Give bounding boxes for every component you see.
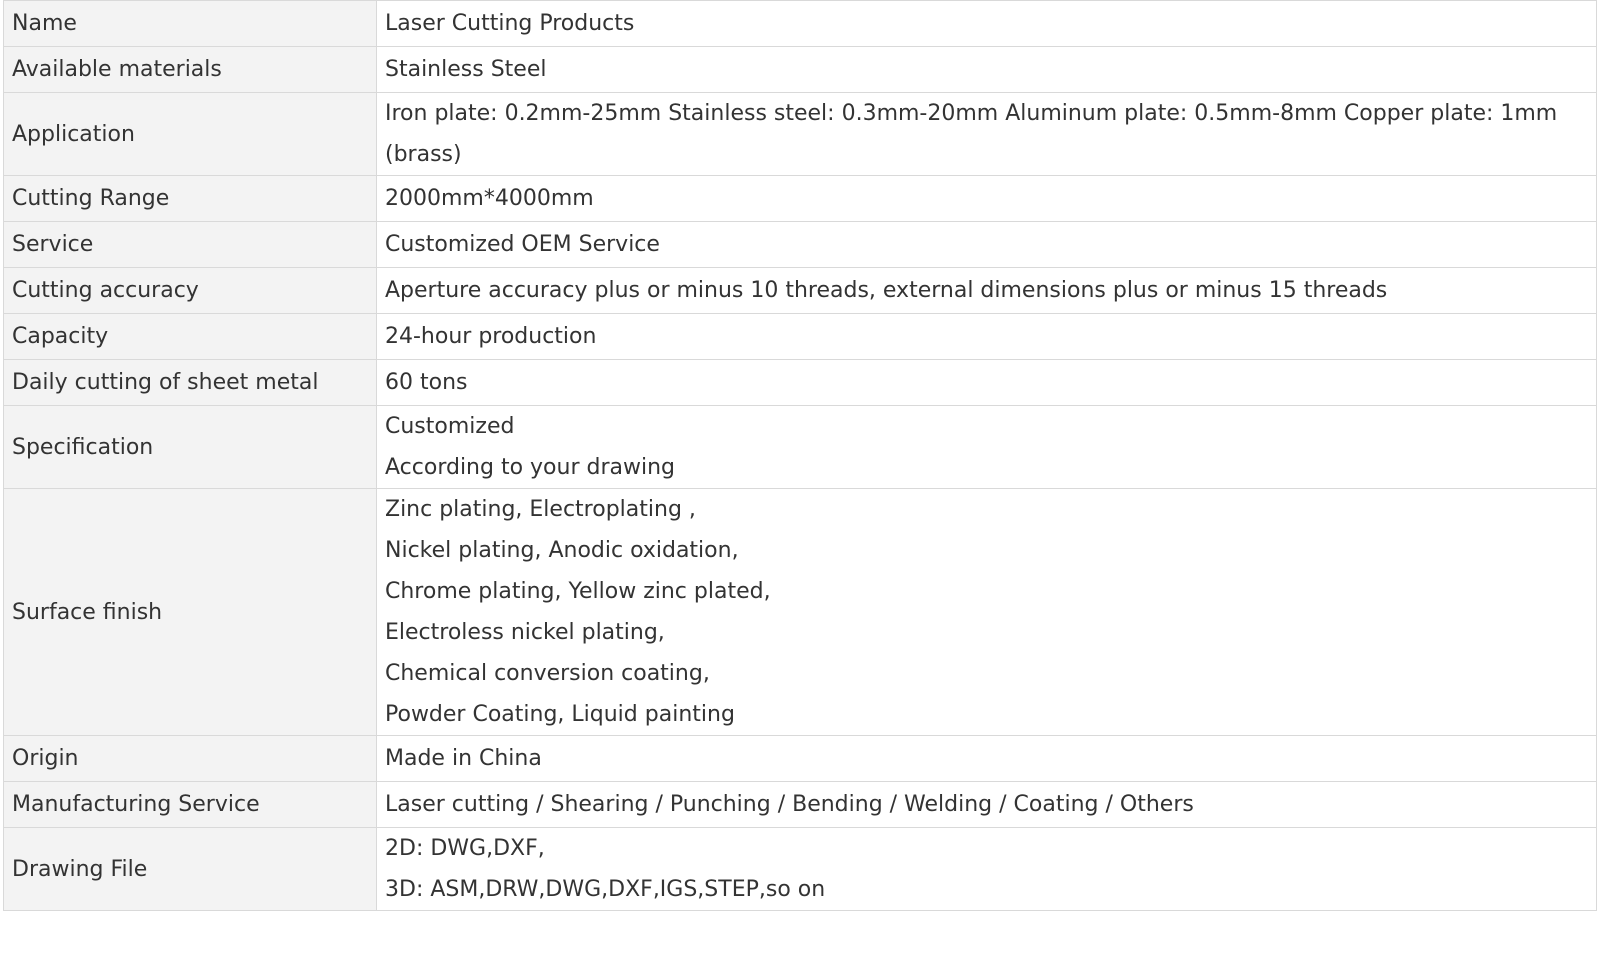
value-line: Chrome plating, Yellow zinc plated, — [385, 579, 771, 604]
row-value-service — [377, 222, 1597, 268]
value-line: Zinc plating, Electroplating , — [385, 497, 696, 522]
table-row — [4, 828, 1597, 911]
value-line: Laser cutting / Shearing / Punching / Bending / Welding / Coating / Others — [385, 792, 1194, 817]
row-label-capacity: Capacity — [4, 314, 377, 360]
row-label-cutting-range: Cutting Range — [4, 176, 377, 222]
table-row — [4, 47, 1597, 93]
value-line: Chemical conversion coating, — [385, 661, 710, 686]
value-line: Laser Cutting Products — [385, 11, 635, 36]
row-label-origin: Origin — [4, 736, 377, 782]
row-value-manufacturing-service — [377, 782, 1597, 828]
row-label-cutting-accuracy: Cutting accuracy — [4, 268, 377, 314]
table-row — [4, 268, 1597, 314]
row-label-service: Service — [4, 222, 377, 268]
row-value-name — [377, 1, 1597, 47]
row-label-daily-cutting: Daily cutting of sheet metal — [4, 360, 377, 406]
row-value-application — [377, 93, 1597, 176]
table-row — [4, 489, 1597, 736]
value-line: Electroless nickel plating, — [385, 620, 665, 645]
row-label-application: Application — [4, 93, 377, 176]
value-line: 2000mm*4000mm — [385, 186, 594, 211]
table-row — [4, 782, 1597, 828]
value-line: Aperture accuracy plus or minus 10 threads, external dimensions plus or minus 15 threads — [385, 278, 1388, 303]
value-line: Customized — [385, 414, 515, 439]
row-value-specification — [377, 406, 1597, 489]
row-value-daily-cutting — [377, 360, 1597, 406]
table-row — [4, 314, 1597, 360]
value-line: Made in China — [385, 746, 542, 771]
row-label-manufacturing-service: Manufacturing Service — [4, 782, 377, 828]
value-line: 3D: ASM,DRW,DWG,DXF,IGS,STEP,so on — [385, 877, 826, 902]
value-line: 60 tons — [385, 370, 468, 395]
value-line: Powder Coating, Liquid painting — [385, 702, 735, 727]
table-row — [4, 736, 1597, 782]
table-row — [4, 222, 1597, 268]
row-value-available-materials — [377, 47, 1597, 93]
table-row — [4, 176, 1597, 222]
table-row — [4, 406, 1597, 489]
table-row — [4, 360, 1597, 406]
row-value-capacity — [377, 314, 1597, 360]
row-value-surface-finish — [377, 489, 1597, 736]
row-label-surface-finish: Surface finish — [4, 489, 377, 736]
row-label-name: Name — [4, 1, 377, 47]
row-value-origin — [377, 736, 1597, 782]
row-label-specification: Specification — [4, 406, 377, 489]
value-line: According to your drawing — [385, 455, 675, 480]
specification-table — [3, 0, 1597, 911]
row-label-available-materials: Available materials — [4, 47, 377, 93]
value-line: 2D: DWG,DXF, — [385, 836, 545, 861]
value-line: Stainless Steel — [385, 57, 547, 82]
value-line: Iron plate: 0.2mm-25mm Stainless steel: 0.3mm-20mm Aluminum plate: 0.5mm-8mm Copper plate: 1mm (brass) — [385, 101, 1558, 167]
value-line: Customized OEM Service — [385, 232, 660, 257]
table-row — [4, 1, 1597, 47]
row-value-cutting-range — [377, 176, 1597, 222]
table-row — [4, 93, 1597, 176]
value-line: 24-hour production — [385, 324, 597, 349]
row-value-drawing-file — [377, 828, 1597, 911]
row-value-cutting-accuracy — [377, 268, 1597, 314]
row-label-drawing-file: Drawing File — [4, 828, 377, 911]
value-line: Nickel plating, Anodic oxidation, — [385, 538, 739, 563]
